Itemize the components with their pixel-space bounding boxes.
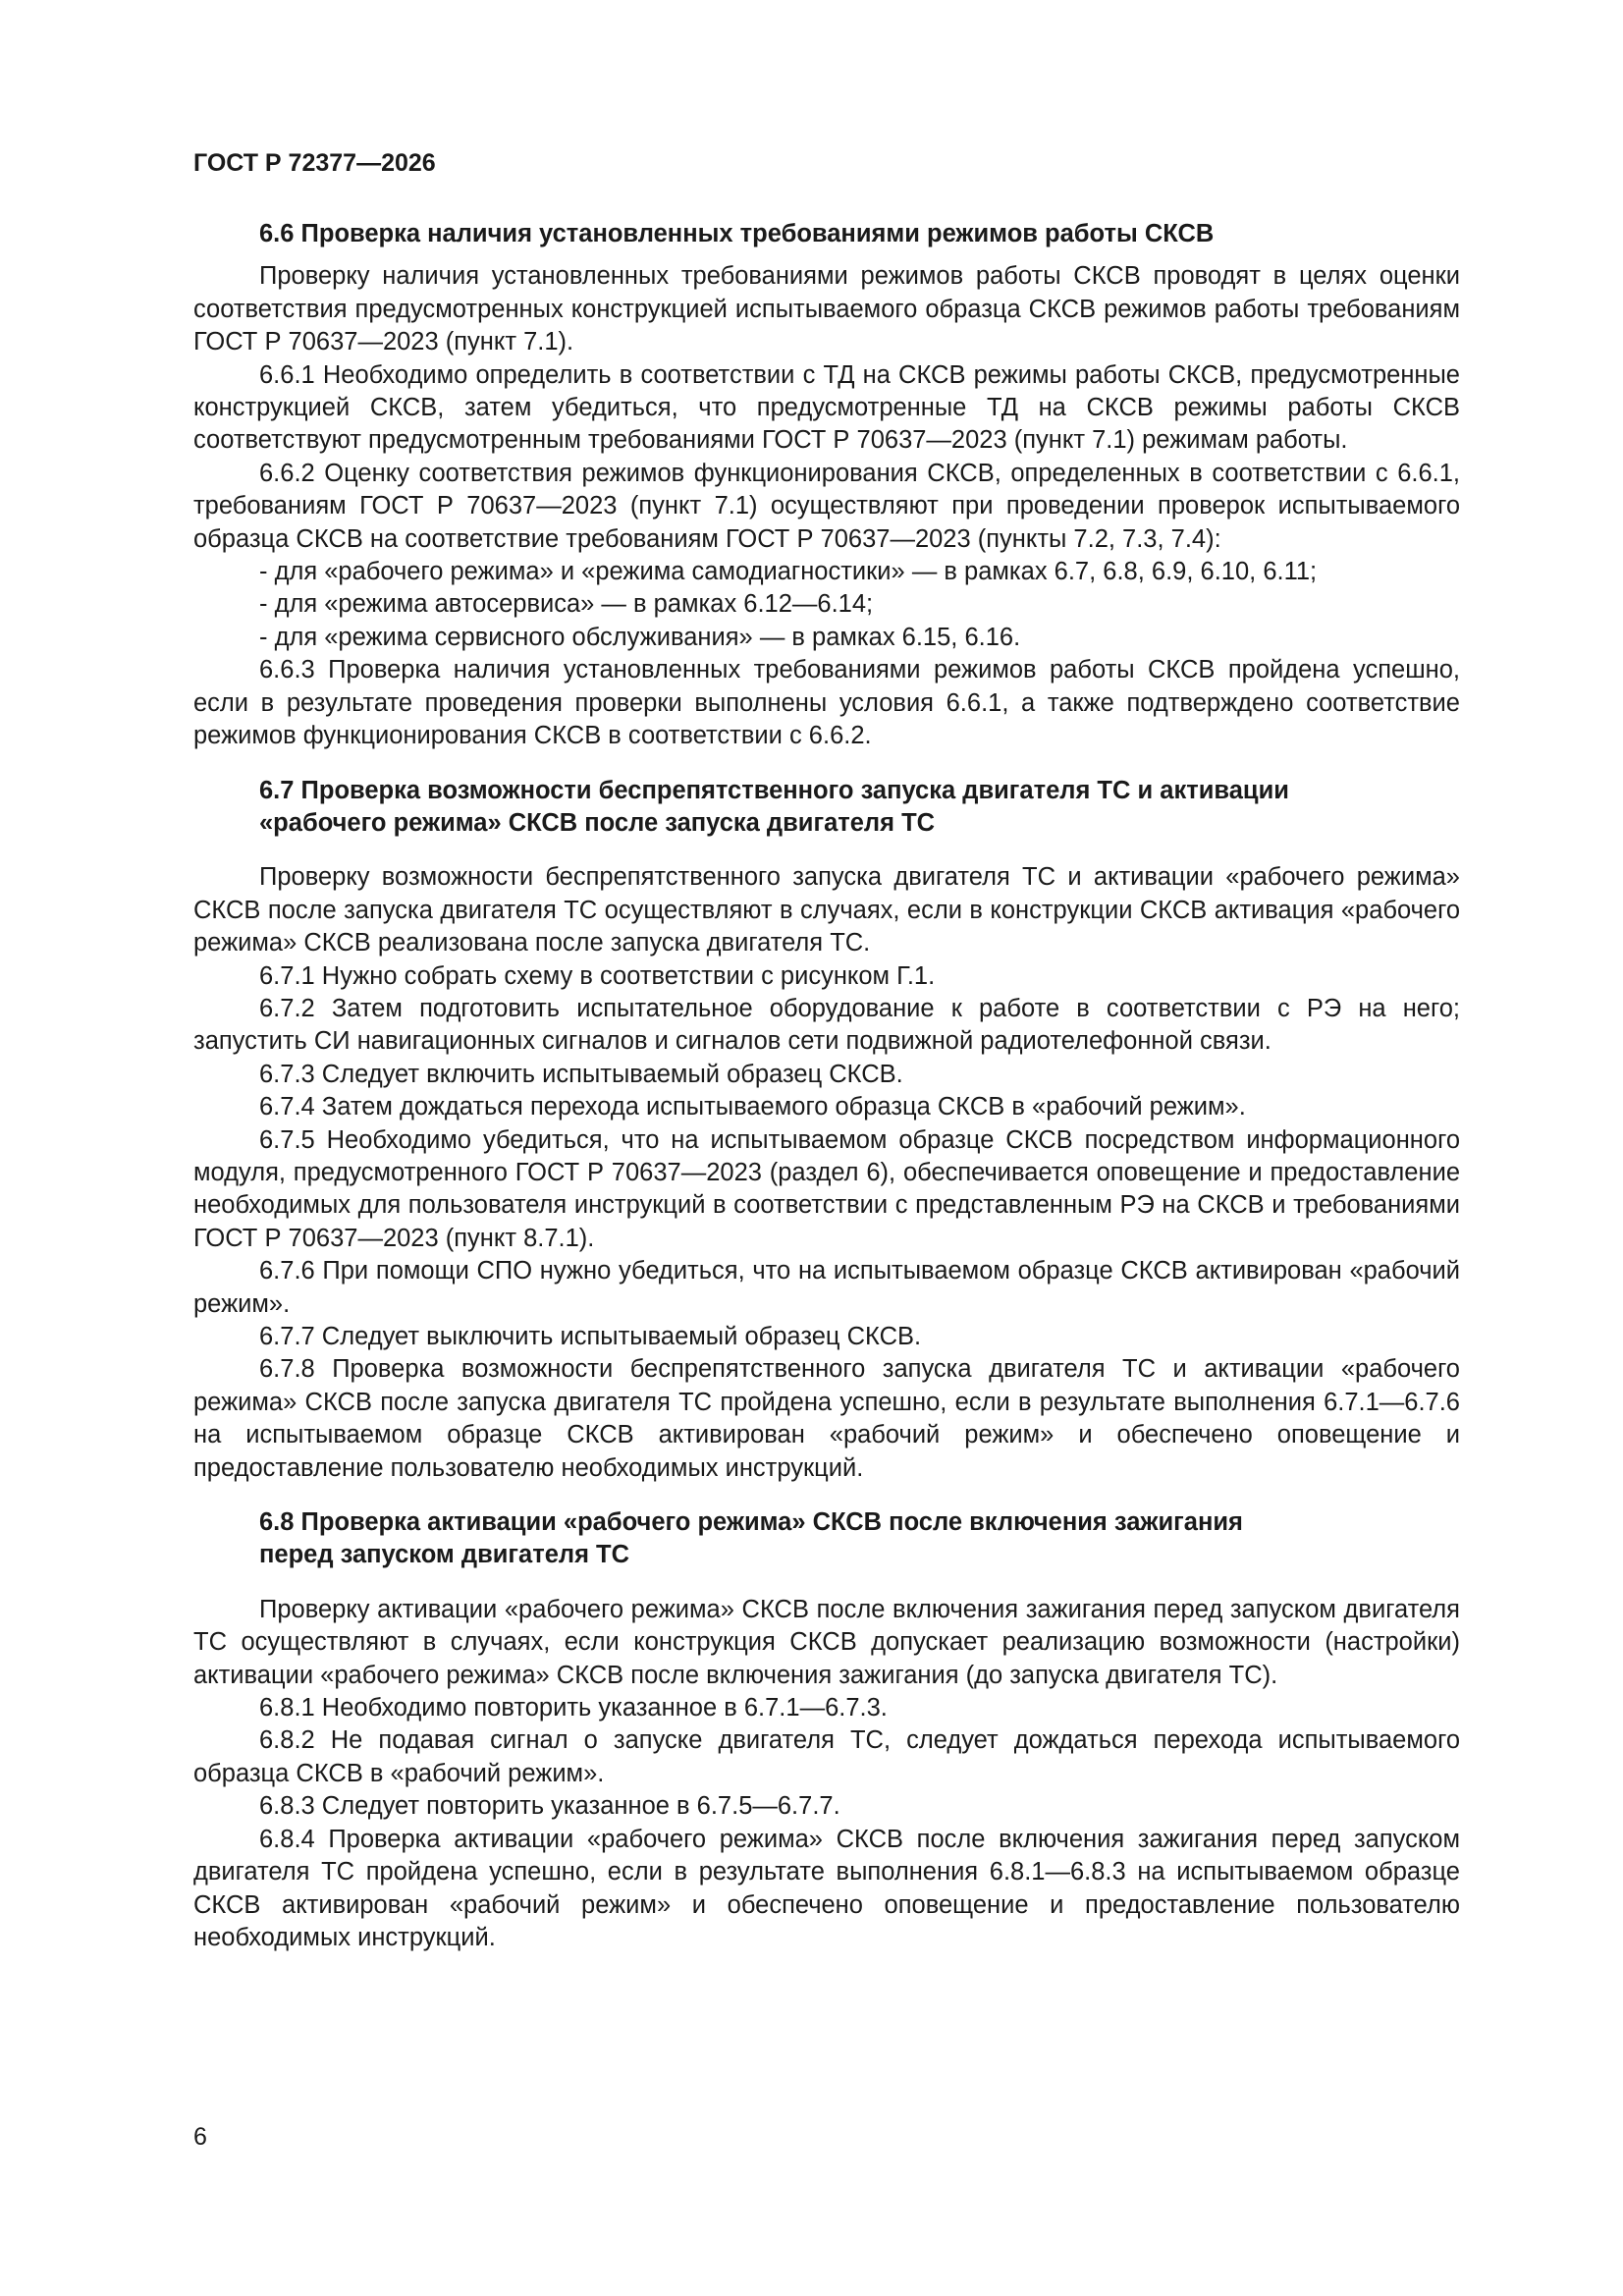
paragraph: 6.7.8 Проверка возможности беспрепятственного запуска двигателя ТС и активации «рабочего режима» СКСВ после запуска двигателя ТС пройдена успешно, если в результате выполнения 6.7.1—6.7.6 на испытываемом образце СКСВ активирован «рабочий режим» и обеспечено оповещение и предоставление пользователю необходимых инструкций.	[193, 1355, 1460, 1482]
paragraph: 6.8.4 Проверка активации «рабочего режима» СКСВ после включения зажигания перед запуском двигателя ТС пройдена успешно, если в результате выполнения 6.8.1—6.8.3 на испытываемом образце СКСВ активирован «рабочий режим» и обеспечено оповещение и предоставление пользователю необходимых инструкций.	[193, 1825, 1460, 1951]
paragraph: 6.7.1 Нужно собрать схему в соответствии с рисунком Г.1.	[259, 961, 936, 990]
list-item: - для «рабочего режима» и «режима самодиагностики» — в рамках 6.7, 6.8, 6.9, 6.10, 6.11;	[259, 558, 1318, 586]
paragraph: 6.7.4 Затем дождаться перехода испытываемого образца СКСВ в «рабочий режим».	[259, 1093, 1246, 1121]
paragraph: 6.6.3 Проверка наличия установленных требованиями режимов работы СКСВ пройдена успешно, если в результате проведения проверки выполнены условия 6.6.1, а также подтверждено соответствие режимов функционирования СКСВ в соответствии с 6.6.2.	[193, 656, 1460, 750]
paragraph: 6.6.2 Оценку соответствия режимов функционирования СКСВ, определенных в соответствии с 6.6.1, требованиям ГОСТ Р 70637—2023 (пункт 7.1) осуществляют при проведении проверок испытываемого образца СКСВ на соответствие требованиям ГОСТ Р 70637—2023 (пункты 7.2, 7.3, 7.4):	[193, 459, 1460, 553]
paragraph: Проверку активации «рабочего режима» СКСВ после включения зажигания перед запуском двигателя ТС осуществляют в случаях, если конструкция СКСВ допускает реализацию возможности (настройки) активации «рабочего режима» СКСВ после включения зажигания (до запуска двигателя ТС).	[193, 1595, 1460, 1689]
heading-line: перед запуском двигателя ТС	[259, 1541, 630, 1569]
paragraph: 6.8.1 Необходимо повторить указанное в 6.7.1—6.7.3.	[259, 1694, 888, 1722]
paragraph: 6.7.5 Необходимо убедиться, что на испытываемом образце СКСВ посредством информационного модуля, предусмотренного ГОСТ Р 70637—2023 (раздел 6), обеспечивается оповещение и предоставление необходимых для пользователя инструкций в соответствии с представленным РЭ на СКСВ и требованиями ГОСТ Р 70637—2023 (пункт 8.7.1).	[193, 1125, 1460, 1252]
paragraph: 6.7.6 При помощи СПО нужно убедиться, что на испытываемом образце СКСВ активирован «рабочий режим».	[193, 1257, 1460, 1318]
section-heading-6-7	[193, 775, 1460, 841]
paragraph: Проверку наличия установленных требованиями режимов работы СКСВ проводят в целях оценки соответствия предусмотренных конструкцией испытываемого образца СКСВ режимов работы требованиям ГОСТ Р 70637—2023 (пункт 7.1).	[193, 262, 1460, 356]
paragraph: 6.7.2 Затем подготовить испытательное оборудование к работе в соответствии с РЭ на него; запустить СИ навигационных сигналов и сигналов сети подвижной радиотелефонной связи.	[193, 994, 1460, 1056]
heading-line: 6.8 Проверка активации «рабочего режима» СКСВ после включения зажигания	[259, 1508, 1243, 1537]
document-body	[193, 218, 1460, 1954]
list-item: - для «режима автосервиса» — в рамках 6.12—6.14;	[259, 590, 874, 619]
paragraph: 6.7.7 Следует выключить испытываемый образец СКСВ.	[259, 1323, 922, 1350]
list-item: - для «режима сервисного обслуживания» — в рамках 6.15, 6.16.	[259, 623, 1021, 651]
section-heading-6-8	[193, 1506, 1460, 1572]
paragraph: Проверку возможности беспрепятственного запуска двигателя ТС и активации «рабочего режима» СКСВ после запуска двигателя ТС осуществляют в случаях, если в конструкции СКСВ активация «рабочего режима» СКСВ реализована после запуска двигателя ТС.	[193, 863, 1460, 957]
heading-line: 6.7 Проверка возможности беспрепятственного запуска двигателя ТС и активации	[259, 776, 1289, 804]
paragraph: 6.8.2 Не подавая сигнал о запуске двигателя ТС, следует дождаться перехода испытываемого образца СКСВ в «рабочий режим».	[193, 1726, 1460, 1787]
paragraph: 6.7.3 Следует включить испытываемый образец СКСВ.	[259, 1060, 903, 1088]
section-heading-6-6: 6.6 Проверка наличия установленных требованиями режимов работы СКСВ	[259, 220, 1215, 247]
document-code: ГОСТ Р 72377—2026	[193, 149, 436, 177]
paragraph: 6.8.3 Следует повторить указанное в 6.7.5—6.7.7.	[259, 1792, 840, 1821]
page-number: 6	[193, 2123, 207, 2151]
paragraph: 6.6.1 Необходимо определить в соответствии с ТД на СКСВ режимы работы СКСВ, предусмотренные конструкцией СКСВ, затем убедиться, что предусмотренные ТД на СКСВ режимы работы СКСВ соответствуют предусмотренным требованиями ГОСТ Р 70637—2023 (пункт 7.1) режимам работы.	[193, 360, 1460, 455]
heading-line: «рабочего режима» СКСВ после запуска двигателя ТС	[259, 808, 936, 837]
